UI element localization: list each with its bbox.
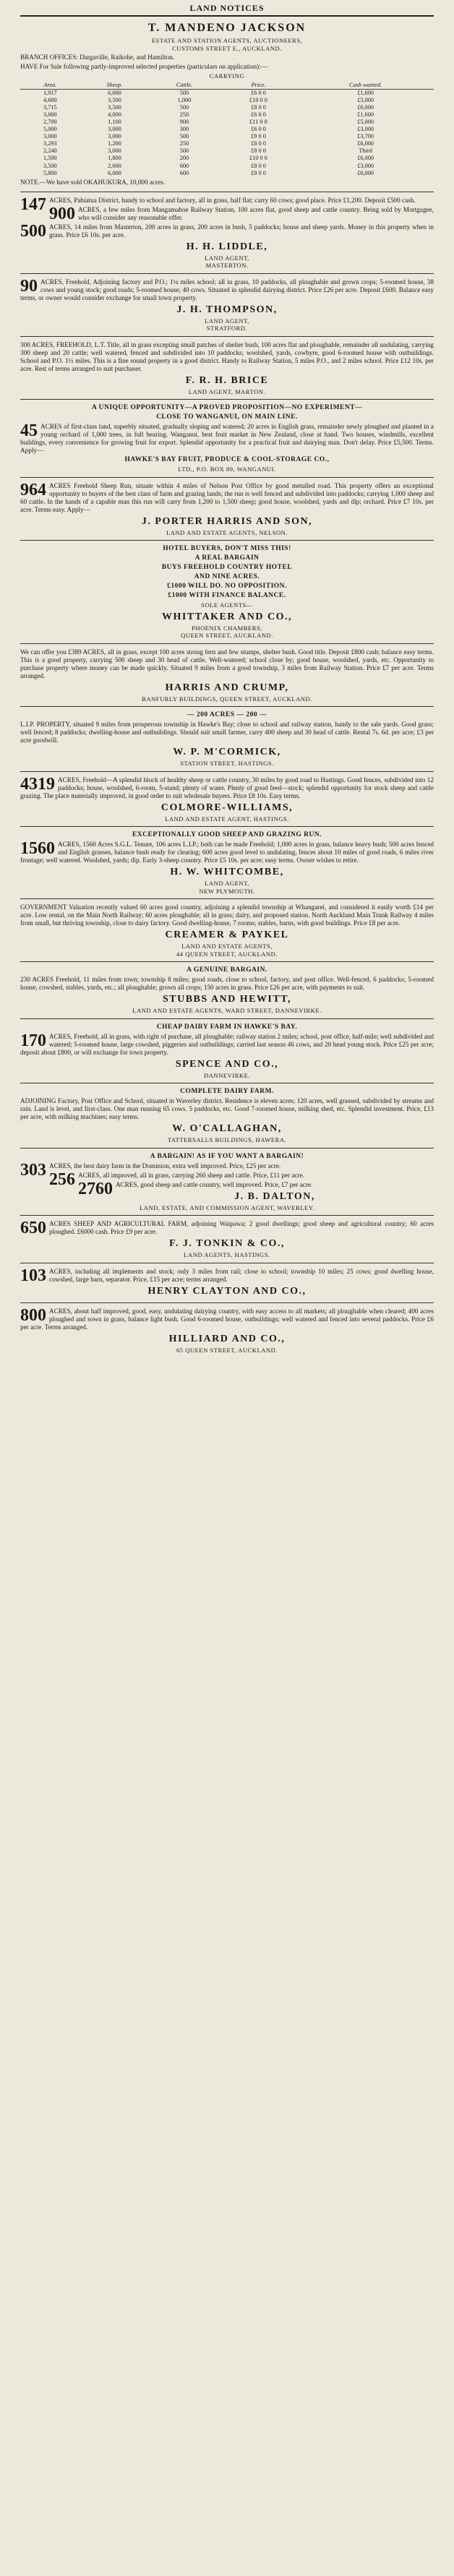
hawkes-addr: LTD., P.O. BOX 89, WANGANUI.: [178, 465, 276, 473]
brice-ad: [20, 337, 434, 400]
jackson-table-cell: 1,917: [43, 89, 57, 96]
col-area: Area.: [20, 82, 80, 90]
jackson-table-cell: £8 0 0: [251, 147, 266, 155]
jackson-table-cell: 2,600: [108, 162, 121, 169]
jackson-table-cell: £11 0 0: [249, 118, 267, 125]
whittaker-line4: £1000 WITH FINANCE BALANCE.: [168, 592, 286, 600]
spence-ad: [20, 1019, 434, 1084]
liddle-ad: [20, 192, 434, 274]
hawkes-text: ACRES of first-class land, superbly situated, gradually sloping and watered; 20 acres in English grass, remainder newly ploughed and planted in a young orchard of 1,000 trees, in full bearing. Wanganui, best fruit market in New Zealand, close at hand. Two houses, windmills, excellent buildings, every convenience for growing fruit for export. Splendid opportunity for a practical fruit and dairying man. Don't delay. Price £5,500. Terms. Apply—: [20, 423, 434, 455]
jackson-table-row: [20, 89, 434, 97]
dalton-item-text: ACRES, all improved, all in grass, carrying 260 sheep and cattle. Price, £11 per acre.: [78, 1171, 304, 1179]
dalton-head: A BARGAIN! AS IF YOU WANT A BARGAIN!: [150, 1152, 304, 1160]
spence-addr: DANNEVIRKE.: [204, 1071, 250, 1079]
jackson-table-cell: £6,000: [357, 140, 374, 147]
whittaker-line3: £1000 WILL DO. NO OPPOSITION.: [167, 583, 287, 591]
jackson-line1: ESTATE AND STATION AGENTS, AUCTIONEERS,: [151, 37, 303, 44]
clayton-name: HENRY CLAYTON AND CO.,: [147, 1285, 307, 1297]
jackson-branch: BRANCH OFFICES: Dargaville, Raikohe, and Hamilton.: [20, 53, 175, 61]
tonkin-num: 650: [20, 1219, 46, 1238]
brice-name: F. R. H. BRICE: [185, 374, 269, 386]
jackson-table-row: [20, 111, 434, 119]
mccormick-addr: STATION STREET, HASTINGS.: [180, 760, 274, 768]
jackson-table-cell: £6,000: [357, 155, 374, 162]
jackson-table-cell: £6,000: [357, 103, 374, 111]
dalton-addr: LAND, ESTATE, AND COMMISSION AGENT, WAVERLEY.: [140, 1203, 314, 1211]
thompson-item-text: ACRES, Freehold, Adjoining factory and P.O.; 1¼ miles school; all in grass, 10 paddocks, all ploughable and grown crops; 5-roomed house, 38 cows and young stock; good roads; 5-roomed house; 40 cows. Situated in splendid dairying district. Price £26 per acre. Deposit £600. Balance easy terms, or owner would consider exchange for small town property.: [20, 278, 434, 301]
thompson-item: [20, 278, 434, 302]
hilliard-num: 800: [20, 1305, 46, 1325]
jackson-table-cell: 3,715: [43, 103, 57, 111]
liddle-item-text: ACRES, a few miles from Mangamahoe Railway Station, 100 acres flat, good sheep and cattle country. Being sold by Mortgagee, who will consider any reasonable offer.: [78, 205, 434, 221]
jackson-table-cell: 5,000: [43, 126, 57, 133]
spence-name: SPENCE AND CO.,: [175, 1058, 279, 1070]
brice-text: 300 ACRES, FREEHOLD, L.T. Title, all in grass excepting small patches of shelter bush, 100 acres flat and ploughable, remainder all undulating, carrying 300 sheep and 20 cattle; well watered, fenced and subdivided into 10 paddocks; woolshed, yards, cowbyre, good 6-roomed house with outbuildings. School and P.O. 1½ miles. This is a fine sound property in a good district. Handy to Railway Station, 5 miles P.O., and 2 miles school. Price £12 10s. per acre. Rest of terms arranged to suit purchaser.: [20, 340, 434, 372]
whittaker-addr1: PHOENIX CHAMBERS,: [192, 624, 262, 632]
jackson-table-cell: 3,000: [43, 133, 57, 140]
tonkin-text: ACRES SHEEP AND AGRICULTURAL FARM, adjoining Waipawa; 2 good dwellings; good sheep and agricultural country; 60 acres ploughed. £6000 cash. Price £9 per acre.: [49, 1220, 434, 1236]
dalton-ad: [20, 1149, 434, 1216]
whitcombe-addr1: LAND AGENT,: [205, 880, 249, 888]
jackson-table-cell: £6 0 0: [251, 126, 266, 133]
jackson-table-cell: 250: [179, 140, 189, 147]
jackson-table-cell: £3,700: [357, 133, 374, 140]
thompson-ad: [20, 274, 434, 337]
mccormick-ad: [20, 707, 434, 772]
ocallaghan-ad: [20, 1083, 434, 1149]
colmore-text: ACRES, Freehold—A splendid block of healthy sheep or cattle country, 30 miles by good road to Hastings. Good fences, subdivided into 12 paddocks; house, woolshed, 6-room, 5-stand; plenty of water. Plenty of good feed—stock; splendid opportunity for stock sheep and cattle grazing. The place materially improved, in good order to suit wholesale buyers. Price £8 10s. Easy terms.: [20, 776, 434, 799]
jackson-table-cell: 500: [179, 147, 189, 155]
liddle-item: [20, 223, 434, 239]
hilliard-ad: [20, 1303, 434, 1358]
brice-line1: LAND AGENT, MARTON.: [188, 387, 266, 395]
jackson-table-cell: 3,000: [108, 126, 121, 133]
jackson-intro: HAVE For Sale following partly-improved selected properties (particulars on application):—: [20, 63, 267, 70]
jackson-table-cell: 600: [179, 169, 189, 176]
jackson-table-cell: 5,800: [43, 169, 57, 176]
harris-crump-name: HARRIS AND CRUMP,: [165, 682, 289, 693]
whittaker-sole: SOLE AGENTS—: [201, 601, 253, 609]
land-notices-page: [10, 0, 444, 2576]
colmore-item: [20, 776, 434, 800]
liddle-item-num: 147: [20, 194, 46, 214]
harris-crump-addr: BANFURLY BUILDINGS, QUEEN STREET, AUCKLAND.: [142, 695, 312, 703]
whittaker-banner2: A REAL BARGAIN: [194, 554, 260, 562]
liddle-item-num: 500: [20, 221, 46, 241]
ocallaghan-text: ADJOINING Factory, Post Office and School, situated in Waverley district. Residence is eleven acres; 120 acres, well grassed, subdivided by streams and rain. Land is level, and first-class. One man running 65 cows. 5 paddocks, etc. Good 7-roomed house, milking shed, etc. Splendid investment. Price, £13 per acre, with milking machines; easy terms.: [20, 1097, 434, 1121]
jackson-table-cell: £5,000: [357, 96, 374, 103]
jackson-table-cell: 6,000: [108, 169, 121, 176]
jackson-table-cell: £10 0 0: [249, 96, 267, 103]
jackson-ad: [20, 17, 434, 192]
whittaker-line2: AND NINE ACRES.: [194, 573, 260, 581]
jackson-table-cell: 1,100: [108, 118, 121, 125]
jackson-table-cell: 600: [179, 162, 189, 169]
jackson-table-cell: 500: [179, 133, 189, 140]
dalton-item-num: 303: [20, 1160, 46, 1180]
jackson-carrying: CARRYING: [209, 72, 245, 80]
jackson-table-row: [20, 133, 434, 140]
jackson-table-cell: £5,000: [357, 118, 374, 125]
whitcombe-head: EXCEPTIONALLY GOOD SHEEP AND GRAZING RUN.: [132, 831, 322, 839]
jackson-table-row: [20, 140, 434, 147]
jackson-table-cell: 3,500: [43, 162, 57, 169]
jackson-table-cell: £6,000: [357, 169, 374, 176]
jackson-table-row: [20, 97, 434, 104]
page-header: LAND NOTICES: [20, 0, 434, 17]
tonkin-item: [20, 1220, 434, 1236]
stubbs-name: STUBBS AND HEWITT,: [162, 994, 292, 1005]
creamer-ad: [20, 899, 434, 962]
jackson-table-row: [20, 147, 434, 155]
dalton-item-num: 2760: [78, 1179, 113, 1198]
stubbs-head: A GENUINE BARGAIN.: [187, 966, 267, 974]
liddle-name: H. H. LIDDLE,: [186, 241, 268, 252]
hawkes-head1: A UNIQUE OPPORTUNITY—A PROVED PROPOSITION—NO EXPERIMENT—: [91, 404, 363, 412]
spence-item: [20, 1033, 434, 1057]
liddle-line1: LAND AGENT,: [205, 254, 249, 262]
jackson-table: [20, 82, 434, 177]
jackson-table-cell: 1,500: [43, 155, 57, 162]
dalton-item-text: ACRES, good sheep and cattle country, well improved. Price, £7 per acre.: [116, 1180, 313, 1188]
stubbs-ad: [20, 962, 434, 1019]
jackson-table-row: [20, 126, 434, 133]
stubbs-text: 230 ACRES Freehold, 11 miles from town; township 8 miles; good roads, close to school, factory, and post office. Well-fenced, 6 paddocks; 5-roomed house, cowshed, stables, yards, etc.; all ploughable; grown all crops; 150 acres in grass. Price £26 per acre, with payments to suit.: [20, 976, 434, 992]
liddle-item-text: ACRES, Pahiatua District, handy to school and factory, all in grass, half flat; carry 60 cows; good place. Price £1,200. Deposit £500 cash.: [49, 196, 416, 204]
jackson-table-cell: £9 0 0: [251, 169, 266, 176]
jackson-table-cell: 4,000: [108, 111, 121, 118]
hawkes-ad: [20, 400, 434, 478]
ocallaghan-head: COMPLETE DAIRY FARM.: [180, 1088, 274, 1096]
jackson-table-cell: £6 0 0: [251, 89, 266, 96]
mccormick-text: L.I.P. PROPERTY, situated 9 miles from prosperous township in Hawke's Bay; close to school and railway station, handy to the sale yards. Good grass; well fenced; 8 paddocks; dwelling-house and outbuildings. Should suit small farmer, carry 400 sheep and 30 head of cattle. Rental 7s. 6d. per acre; £3 per acre goodwill.: [20, 721, 434, 744]
colmore-name: COLMORE-WILLIAMS,: [160, 802, 294, 813]
harris-num: 964: [20, 480, 46, 499]
hawkes-head2: CLOSE TO WANGANUI, ON MAIN LINE.: [156, 413, 298, 421]
jackson-table-cell: £6 0 0: [251, 111, 266, 118]
jackson-table-cell: £10 0 0: [249, 155, 267, 162]
jackson-table-cell: 4,600: [43, 96, 57, 103]
col-cash: Cash wanted.: [297, 82, 434, 90]
jackson-table-cell: 200: [179, 155, 189, 162]
spence-num: 170: [20, 1031, 46, 1050]
hilliard-addr: 65 QUEEN STREET, AUCKLAND.: [176, 1346, 278, 1354]
thompson-item-num: 90: [20, 276, 38, 296]
creamer-text: GOVERNMENT Valuation recently valued 60 acres good country, adjoining a splendid township at Whangarei, and considered it easily worth £14 per acre. Low rental, on the Main North Railway; 60 acres ploughable; all in grass; dairy, and proposed station. North Auckland Main Trunk Railway 4 miles from small, but thriving township, close to dairy factory. Good dwelling-house, 7 rooms; stables, barns, with good buildings. Price £8 per acre.: [20, 903, 434, 927]
tonkin-ad: [20, 1216, 434, 1263]
whitcombe-name: H. W. WHITCOMBE,: [170, 867, 284, 878]
jackson-table-cell: £1,600: [357, 111, 374, 118]
col-cattle: Cattle.: [149, 82, 219, 90]
jackson-table-cell: 3,293: [43, 140, 57, 147]
clayton-num: 103: [20, 1266, 46, 1285]
jackson-header-row: [20, 82, 434, 90]
hawkes-name: HAWKE'S BAY FRUIT, PRODUCE & COOL-STORAGE CO.,: [124, 456, 330, 464]
jackson-table-cell: 500: [179, 89, 189, 96]
creamer-addr1: LAND AND ESTATE AGENTS,: [181, 943, 273, 950]
jackson-table-row: [20, 155, 434, 162]
thompson-line1: LAND AGENT,: [205, 317, 249, 325]
creamer-name: CREAMER & PAYKEL: [165, 929, 289, 941]
jackson-table-cell: £3,000: [357, 126, 374, 133]
harris-crump-ad: [20, 644, 434, 708]
jackson-table-cell: Third: [359, 147, 372, 155]
jackson-table-cell: 3,000: [108, 133, 121, 140]
jackson-table-cell: £8 0 0: [251, 162, 266, 169]
jackson-table-row: [20, 119, 434, 126]
harris-name: J. PORTER HARRIS AND SON,: [141, 515, 313, 527]
thompson-line2: STRATFORD.: [206, 325, 248, 332]
liddle-item-text: ACRES, 14 miles from Masterton, 200 acres in grass, 200 acres in bush, 5 paddocks; house and sheep yards. Money in this property when in grass. Price £6 10s. per acre.: [49, 223, 434, 239]
jackson-table-cell: 3,500: [108, 103, 121, 111]
clayton-text: ACRES, including all implements and stock; only 3 miles from rail; close to school; township 10 miles; 25 cows; good dwelling house, cowshed, large barn, separator. Price, £15 per acre; terms arranged.: [49, 1267, 434, 1283]
jackson-table-row: [20, 163, 434, 170]
jackson-name: T. MANDENO JACKSON: [147, 22, 307, 34]
jackson-table-cell: 6,000: [108, 89, 121, 96]
clayton-item: [20, 1268, 434, 1284]
whittaker-line1: BUYS FREEHOLD COUNTRY HOTEL: [161, 564, 293, 572]
dalton-item-text: ACRES, the best dairy farm in the Dominion, extra well improved. Price, £25 per acre.: [49, 1162, 281, 1169]
jackson-table-cell: 3,000: [43, 111, 57, 118]
col-price: Price.: [220, 82, 298, 90]
whitcombe-addr2: NEW PLYMOUTH.: [199, 887, 255, 895]
clayton-ad: [20, 1263, 434, 1303]
jackson-rows: [20, 89, 434, 177]
jackson-table-cell: 1,800: [108, 155, 121, 162]
dalton-item-num: 256: [49, 1169, 75, 1189]
mccormick-head: — 200 ACRES — 200 —: [187, 711, 267, 719]
harris-crump-text: We can offer you £389 ACRES, all in grass, except 100 acres strong fern and few stumps, shelter bush. Good title. Deposit £800 cash; balance easy terms. This is a good property, carrying 500 sheep and 30 head of cattle. Well-watered; school close by; good house, woolshed, yards, etc. Opportunity to purchase property where money can be made quickly. Situated 9 miles from a good township, 3 miles from Railway Station. Price £7 per acre. Terms arranged.: [20, 648, 434, 679]
whittaker-name: WHITTAKER AND CO.,: [162, 611, 292, 622]
colmore-addr: LAND AND ESTATE AGENT, HASTINGS.: [165, 815, 289, 823]
harris-addr: LAND AND ESTATE AGENTS, NELSON.: [166, 528, 288, 536]
jackson-table-row: [20, 170, 434, 177]
ocallaghan-addr: TATTERSALLS BUILDINGS, HAWERA.: [167, 1136, 287, 1144]
harris-text: ACRES Freehold Sheep Run, situate within 4 miles of Nelson Post Office by good metalled road. This property offers an exceptional opportunity to buyers of the best class of farm and grazing lands; the run is well fenced and subdivided into paddocks; carrying 1,000 sheep and 60 cattle. In the hands of a capable man this run will carry from 1,200 to 1,500 sheep; good house, woolshed, yards and dip; orchard. Price £7 10s. per acre. Terms easy. Apply—: [20, 481, 434, 513]
jackson-table-row: [20, 104, 434, 111]
hawkes-num: 45: [20, 421, 38, 441]
whitcombe-ad: [20, 827, 434, 899]
whittaker-addr2: QUEEN STREET, AUCKLAND.: [181, 632, 273, 640]
jackson-table-cell: 3,000: [108, 147, 121, 155]
jackson-table-cell: 2,240: [43, 147, 57, 155]
jackson-table-cell: 1,000: [177, 96, 192, 103]
jackson-line2: CUSTOMS STREET E., AUCKLAND.: [172, 44, 282, 52]
ocallaghan-name: W. O'CALLAGHAN,: [172, 1123, 282, 1135]
jackson-table-cell: 3,500: [108, 96, 121, 103]
spence-head: CHEAP DAIRY FARM IN HAWKE'S BAY.: [156, 1023, 298, 1031]
colmore-num: 4319: [20, 774, 55, 794]
jackson-table-cell: £8 0 0: [251, 103, 266, 111]
jackson-table-cell: £1,600: [357, 89, 374, 96]
harris-ad: [20, 478, 434, 541]
jackson-table-cell: £9 0 0: [251, 133, 266, 140]
whitcombe-num: 1560: [20, 839, 55, 859]
hilliard-text: ACRES, about half improved, good, easy, undulating dairying country, with easy access to all markets; all ploughable when cleared; 400 acres ploughed and sown in grass, balance light bush. Good 6-roomed house, outbuildings; well watered and fenced into several paddocks. Price £6 per acre. Terms arranged.: [20, 1307, 434, 1331]
jackson-table-cell: £8 0 0: [251, 140, 266, 147]
jackson-table-cell: £3,000: [357, 162, 374, 169]
whitcombe-item: [20, 841, 434, 864]
jackson-table-cell: 500: [179, 103, 189, 111]
jackson-table-cell: 900: [179, 118, 189, 125]
dalton-name: J. B. DALTON,: [234, 1190, 315, 1202]
jackson-table-cell: 250: [179, 111, 189, 118]
liddle-item: [20, 206, 434, 222]
hilliard-item: [20, 1305, 434, 1331]
whittaker-ad: [20, 541, 434, 644]
jackson-table-cell: 2,700: [43, 118, 57, 125]
jackson-table-cell: 1,200: [108, 140, 121, 147]
whitcombe-text: ACRES, 1560 Acres S.G.L. Tenure, 106 acres L.I.P.; both can be made Freehold; 1,000 acres in grass, balance heavy bush; 500 acres fenced and English grasses, balance bush ready for clearing; 600 acres good level to undulating, fences about 10 miles of good roads, 6 miles river frontage; well watered. Woolshed, yards; dip. Early 3-sheep country. Price £5 10s. per acre; easy terms. Owner wishes to retire.: [20, 841, 434, 864]
jackson-table-cell: 300: [179, 126, 189, 133]
mccormick-name: W. P. M'CORMICK,: [173, 747, 281, 758]
harris-item: [20, 482, 434, 514]
colmore-ad: [20, 772, 434, 828]
hilliard-name: HILLIARD AND CO.,: [168, 1333, 286, 1344]
jackson-note: NOTE.—We have sold OKAHUKURA, 10,000 acres.: [20, 178, 166, 186]
tonkin-name: F. J. TONKIN & CO.,: [169, 1238, 285, 1250]
liddle-line2: MASTERTON.: [205, 262, 249, 270]
liddle-item-num: 900: [49, 204, 75, 223]
spence-text: ACRES, Freehold, all in grass, with right of purchase, all ploughable; railway station 2 miles; school, post office, half-mile; well subdivided and watered; 5-roomed house, large cowshed, piggeries and outbuildings; carried last season 46 cows, and 20 head young stock. Price £25 per acre; deposit about £800, or will exchange for town property.: [20, 1032, 434, 1056]
tonkin-addr: LAND AGENTS, HASTINGS.: [184, 1251, 270, 1259]
hawkes-item: [20, 423, 434, 455]
thompson-name: J. H. THOMPSON,: [176, 304, 278, 315]
stubbs-addr: LAND AND ESTATE AGENTS, WARD STREET, DANNEVIRKE.: [132, 1007, 322, 1015]
col-sheep: Sheep.: [80, 82, 150, 90]
whittaker-banner1: HOTEL BUYERS, DON'T MISS THIS!: [163, 545, 291, 553]
creamer-addr2: 44 QUEEN STREET, AUCKLAND.: [176, 950, 278, 958]
